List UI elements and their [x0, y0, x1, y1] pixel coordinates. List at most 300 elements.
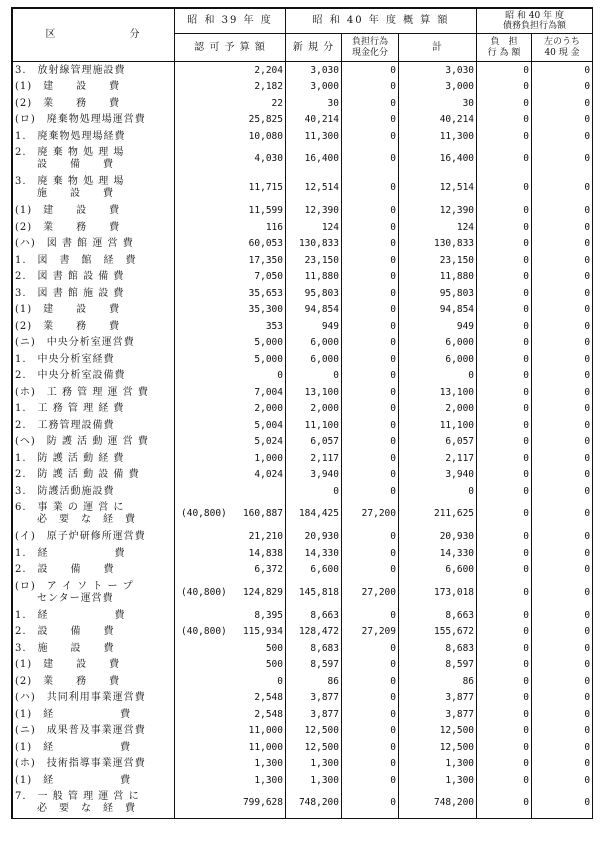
- row-label-text: 1. 中央分析室経費: [15, 353, 115, 365]
- cell-h40-new: 748,200: [286, 789, 342, 818]
- cell-h40-total: 0: [399, 483, 477, 500]
- cell-h39-value: 5,004: [254, 419, 283, 431]
- cell-burden-cash: 0: [532, 203, 593, 220]
- table-row: [13, 368, 593, 385]
- cell-h40-new: 3,000: [286, 79, 342, 96]
- cell-h40-new: 23,150: [286, 252, 342, 269]
- row-label: [13, 302, 175, 319]
- table-row: [13, 690, 593, 707]
- cell-h40-total: 8,597: [399, 657, 477, 674]
- cell-h40-total: 12,390: [399, 203, 477, 220]
- row-label-text: (ロ) ア イ ソ ト ー プ センター運営費: [15, 580, 134, 604]
- cell-h40-conversion: 0: [342, 657, 399, 674]
- row-label: [13, 368, 175, 385]
- cell-burden-cash: 0: [532, 335, 593, 352]
- cell-h39-budget: [175, 545, 286, 562]
- cell-burden-amount: 0: [477, 483, 532, 500]
- cell-h40-total: 3,877: [399, 706, 477, 723]
- table-header: [13, 9, 593, 62]
- cell-h40-new: 11,300: [286, 128, 342, 145]
- table-row: [13, 562, 593, 579]
- row-label: [13, 269, 175, 286]
- cell-h40-conversion: 0: [342, 706, 399, 723]
- cell-h39-value: 5,024: [254, 436, 283, 448]
- cell-burden-amount: 0: [477, 368, 532, 385]
- cell-h40-new: 86: [286, 673, 342, 690]
- cell-h40-total: 173,018: [399, 578, 477, 607]
- cell-burden-amount: 0: [477, 252, 532, 269]
- cell-h40-total: 3,877: [399, 690, 477, 707]
- cell-h40-new: 145,818: [286, 578, 342, 607]
- cell-h39-budget: [175, 203, 286, 220]
- row-label: [13, 252, 175, 269]
- row-label: [13, 607, 175, 624]
- cell-h40-new: 0: [286, 368, 342, 385]
- cell-burden-amount: 0: [477, 723, 532, 740]
- cell-h40-total: 95,803: [399, 285, 477, 302]
- cell-burden-cash: 0: [532, 673, 593, 690]
- cell-burden-cash: 0: [532, 624, 593, 641]
- row-label-text: 1. 図 書 館 経 費: [15, 254, 137, 266]
- row-label: [13, 219, 175, 236]
- cell-h40-total: 3,940: [399, 467, 477, 484]
- cell-h40-new: 11,880: [286, 269, 342, 286]
- budget-table: [12, 8, 593, 818]
- cell-burden-amount: 0: [477, 500, 532, 529]
- row-label: [13, 529, 175, 546]
- table-row: [13, 285, 593, 302]
- cell-h40-conversion: 0: [342, 203, 399, 220]
- cell-h39-value: 25,825: [248, 114, 283, 126]
- table-row: [13, 219, 593, 236]
- row-label-text: 2. 図 書 館 設 備 費: [15, 271, 125, 283]
- cell-h40-conversion: 0: [342, 145, 399, 174]
- row-label-text: 3. 図 書 館 施 設 費: [15, 287, 125, 299]
- cell-h40-total: 12,500: [399, 723, 477, 740]
- row-label: [13, 335, 175, 352]
- row-label-text: 2. 廃 棄 物 処 理 場 設 備 費: [15, 147, 125, 170]
- cell-h40-new: 3,940: [286, 467, 342, 484]
- cell-h40-new: 14,330: [286, 545, 342, 562]
- cell-h40-new: 94,854: [286, 302, 342, 319]
- cell-burden-amount: 0: [477, 657, 532, 674]
- cell-burden-amount: 0: [477, 607, 532, 624]
- header-category: 区 分: [13, 9, 175, 62]
- cell-h40-conversion: 0: [342, 302, 399, 319]
- cell-h39-value: 21,210: [248, 531, 283, 543]
- row-label: [13, 640, 175, 657]
- cell-burden-cash: 0: [532, 657, 593, 674]
- cell-burden-cash: 0: [532, 269, 593, 286]
- cell-h40-new: 6,000: [286, 335, 342, 352]
- cell-burden-cash: 0: [532, 384, 593, 401]
- cell-burden-amount: 0: [477, 203, 532, 220]
- cell-h39-budget: [175, 318, 286, 335]
- header-h40-total: 計: [399, 34, 477, 62]
- cell-h40-conversion: 0: [342, 545, 399, 562]
- header-h40-conversion: 負担行為 現金化分: [342, 34, 399, 62]
- cell-h39-note: (40,800): [181, 626, 227, 638]
- cell-h39-value: 1,000: [254, 452, 283, 464]
- header-burden-amount: 負 担 行 為 額: [477, 34, 532, 62]
- row-label: [13, 578, 175, 607]
- cell-h39-budget: [175, 578, 286, 607]
- cell-h39-value: 2,204: [254, 64, 283, 76]
- row-label-text: (1) 建 設 費: [15, 81, 121, 93]
- cell-h40-new: 2,117: [286, 450, 342, 467]
- table-row: [13, 789, 593, 818]
- cell-h39-budget: [175, 739, 286, 756]
- cell-h40-conversion: 27,200: [342, 578, 399, 607]
- cell-h39-value: 11,000: [248, 741, 283, 753]
- cell-burden-cash: 0: [532, 467, 593, 484]
- row-label: [13, 351, 175, 368]
- header-h40-new: 新 規 分: [286, 34, 342, 62]
- table-row: [13, 269, 593, 286]
- table-row: [13, 640, 593, 657]
- cell-burden-amount: 0: [477, 529, 532, 546]
- cell-h39-value: 11,000: [248, 725, 283, 737]
- row-label: [13, 562, 175, 579]
- cell-h40-total: 3,030: [399, 62, 477, 79]
- cell-h40-conversion: 0: [342, 723, 399, 740]
- cell-h40-total: 11,300: [399, 128, 477, 145]
- cell-h40-new: 0: [286, 483, 342, 500]
- cell-h40-total: 14,330: [399, 545, 477, 562]
- table-row: [13, 236, 593, 253]
- cell-h40-conversion: 0: [342, 128, 399, 145]
- cell-h39-value: 8,395: [254, 609, 283, 621]
- row-label-text: (ホ) 工 務 管 理 運 営 費: [15, 386, 149, 398]
- cell-h40-new: 6,000: [286, 351, 342, 368]
- cell-h39-budget: [175, 236, 286, 253]
- cell-burden-amount: 0: [477, 706, 532, 723]
- table-row: [13, 95, 593, 112]
- row-label: [13, 417, 175, 434]
- cell-h39-budget: [175, 62, 286, 79]
- cell-burden-amount: 0: [477, 302, 532, 319]
- row-label: [13, 434, 175, 451]
- cell-burden-cash: 0: [532, 174, 593, 203]
- row-label-text: 2. 防 護 活 動 設 備 費: [15, 469, 140, 481]
- cell-h40-new: 6,057: [286, 434, 342, 451]
- cell-h40-conversion: 0: [342, 401, 399, 418]
- cell-h40-new: 16,400: [286, 145, 342, 174]
- cell-h40-conversion: 0: [342, 756, 399, 773]
- cell-h39-budget: [175, 706, 286, 723]
- row-label: [13, 624, 175, 641]
- cell-burden-cash: 0: [532, 285, 593, 302]
- cell-burden-amount: 0: [477, 690, 532, 707]
- cell-h40-new: 130,833: [286, 236, 342, 253]
- cell-h40-conversion: 0: [342, 562, 399, 579]
- row-label: [13, 739, 175, 756]
- cell-burden-cash: 0: [532, 145, 593, 174]
- cell-h40-conversion: 0: [342, 174, 399, 203]
- cell-h40-conversion: 0: [342, 95, 399, 112]
- cell-h40-new: 30: [286, 95, 342, 112]
- cell-h40-new: 1,300: [286, 772, 342, 789]
- cell-h40-total: 124: [399, 219, 477, 236]
- cell-h39-value: 6,372: [254, 564, 283, 576]
- cell-h39-budget: [175, 145, 286, 174]
- cell-burden-cash: 0: [532, 401, 593, 418]
- cell-burden-amount: 0: [477, 578, 532, 607]
- cell-h39-value: 1,300: [254, 758, 283, 770]
- cell-burden-amount: 0: [477, 219, 532, 236]
- table-row: [13, 450, 593, 467]
- cell-burden-amount: 0: [477, 62, 532, 79]
- cell-h39-value: 2,000: [254, 403, 283, 415]
- cell-h39-budget: [175, 673, 286, 690]
- cell-burden-amount: 0: [477, 772, 532, 789]
- cell-h39-budget: [175, 657, 286, 674]
- cell-h39-value: 500: [265, 642, 283, 654]
- cell-h40-conversion: 0: [342, 236, 399, 253]
- cell-h40-total: 3,000: [399, 79, 477, 96]
- cell-burden-cash: 0: [532, 483, 593, 500]
- cell-h39-note: (40,800): [181, 586, 227, 598]
- cell-burden-cash: 0: [532, 368, 593, 385]
- cell-burden-amount: 0: [477, 269, 532, 286]
- cell-h40-new: 1,300: [286, 756, 342, 773]
- row-label-text: 7. 一 般 管 理 運 営 に 必 要 な 経 費: [15, 791, 140, 814]
- cell-burden-cash: 0: [532, 640, 593, 657]
- table-row: [13, 706, 593, 723]
- cell-burden-amount: 0: [477, 450, 532, 467]
- cell-h39-value: 7,004: [254, 386, 283, 398]
- cell-h40-new: 12,500: [286, 739, 342, 756]
- cell-h39-budget: [175, 95, 286, 112]
- row-label-text: 1. 廃棄物処理場経費: [15, 130, 126, 142]
- cell-burden-amount: 0: [477, 562, 532, 579]
- cell-h40-conversion: 0: [342, 318, 399, 335]
- cell-burden-amount: 0: [477, 417, 532, 434]
- cell-h40-conversion: 0: [342, 351, 399, 368]
- cell-h39-value: 1,300: [254, 774, 283, 786]
- cell-h39-value: 500: [265, 659, 283, 671]
- cell-burden-cash: 0: [532, 450, 593, 467]
- table-row: [13, 467, 593, 484]
- cell-h40-total: 20,930: [399, 529, 477, 546]
- cell-h39-budget: [175, 128, 286, 145]
- cell-burden-amount: 0: [477, 318, 532, 335]
- cell-h39-value: 14,838: [248, 547, 283, 559]
- row-label-text: (ヘ) 防 護 活 動 運 営 費: [15, 436, 149, 448]
- row-label-text: (1) 建 設 費: [15, 304, 121, 316]
- row-label-text: (2) 業 務 費: [15, 221, 121, 233]
- cell-burden-cash: 0: [532, 789, 593, 818]
- cell-h40-total: 211,625: [399, 500, 477, 529]
- row-label-text: (ハ) 共同利用事業運営費: [15, 692, 146, 704]
- row-label: [13, 285, 175, 302]
- cell-burden-amount: 0: [477, 285, 532, 302]
- cell-h40-conversion: 27,209: [342, 624, 399, 641]
- cell-h40-total: 748,200: [399, 789, 477, 818]
- row-label: [13, 772, 175, 789]
- cell-h40-new: 8,663: [286, 607, 342, 624]
- cell-h40-conversion: 0: [342, 483, 399, 500]
- cell-h40-total: 12,500: [399, 739, 477, 756]
- cell-h39-budget: [175, 401, 286, 418]
- cell-h40-total: 30: [399, 95, 477, 112]
- table-row: [13, 252, 593, 269]
- cell-burden-cash: 0: [532, 723, 593, 740]
- table-row: [13, 384, 593, 401]
- cell-burden-cash: 0: [532, 219, 593, 236]
- cell-h40-conversion: 0: [342, 384, 399, 401]
- cell-h39-budget: [175, 434, 286, 451]
- cell-h40-conversion: 0: [342, 285, 399, 302]
- cell-h40-total: 8,683: [399, 640, 477, 657]
- cell-h39-value: 160,887: [242, 508, 283, 519]
- cell-burden-cash: 0: [532, 690, 593, 707]
- row-label: [13, 789, 175, 818]
- cell-h40-new: 12,500: [286, 723, 342, 740]
- cell-burden-cash: 0: [532, 128, 593, 145]
- cell-h40-new: 184,425: [286, 500, 342, 529]
- cell-h40-conversion: 27,200: [342, 500, 399, 529]
- cell-burden-cash: 0: [532, 236, 593, 253]
- table-row: [13, 607, 593, 624]
- header-h39-bottom: 認 可 予 算 額: [175, 34, 286, 62]
- cell-burden-cash: 0: [532, 739, 593, 756]
- row-label-text: 3. 防護活動施設費: [15, 485, 115, 497]
- row-label-text: 1. 経 費: [15, 547, 126, 559]
- cell-h40-conversion: 0: [342, 607, 399, 624]
- cell-h39-value: 35,653: [248, 287, 283, 299]
- budget-table-frame: [11, 7, 593, 819]
- cell-h39-value: 115,934: [242, 626, 283, 638]
- table-row: [13, 318, 593, 335]
- cell-h39-budget: [175, 112, 286, 129]
- cell-h40-conversion: 0: [342, 335, 399, 352]
- cell-h40-total: 2,000: [399, 401, 477, 418]
- row-label: [13, 318, 175, 335]
- cell-h39-budget: [175, 483, 286, 500]
- table-row: [13, 112, 593, 129]
- cell-h39-value: 5,000: [254, 353, 283, 365]
- row-label-text: (2) 業 務 費: [15, 320, 121, 332]
- cell-burden-amount: 0: [477, 640, 532, 657]
- cell-burden-cash: 0: [532, 772, 593, 789]
- cell-h39-budget: [175, 690, 286, 707]
- table-row: [13, 723, 593, 740]
- row-label-text: (ハ) 図 書 館 運 営 費: [15, 238, 134, 250]
- cell-h39-value: 2,548: [254, 708, 283, 720]
- cell-h40-total: 130,833: [399, 236, 477, 253]
- cell-h40-conversion: 0: [342, 640, 399, 657]
- row-label: [13, 128, 175, 145]
- cell-h39-value: 60,053: [248, 238, 283, 250]
- row-label: [13, 174, 175, 203]
- cell-h40-total: 8,663: [399, 607, 477, 624]
- cell-h40-conversion: 0: [342, 112, 399, 129]
- cell-h39-value: 0: [277, 370, 283, 382]
- row-label-text: (1) 経 費: [15, 708, 132, 720]
- cell-h40-conversion: 0: [342, 690, 399, 707]
- cell-burden-cash: 0: [532, 302, 593, 319]
- cell-h39-budget: [175, 384, 286, 401]
- cell-burden-cash: 0: [532, 351, 593, 368]
- cell-burden-amount: 0: [477, 467, 532, 484]
- cell-h39-budget: [175, 756, 286, 773]
- cell-h40-total: 16,400: [399, 145, 477, 174]
- cell-h40-new: 6,600: [286, 562, 342, 579]
- cell-h39-value: 124,829: [242, 586, 283, 598]
- cell-h39-budget: [175, 351, 286, 368]
- cell-h40-new: 3,030: [286, 62, 342, 79]
- cell-burden-amount: 0: [477, 351, 532, 368]
- cell-h39-value: 5,000: [254, 337, 283, 349]
- cell-burden-amount: 0: [477, 79, 532, 96]
- row-label: [13, 467, 175, 484]
- cell-h40-new: 8,597: [286, 657, 342, 674]
- cell-burden-cash: 0: [532, 578, 593, 607]
- table-row: [13, 174, 593, 203]
- cell-h40-new: 20,930: [286, 529, 342, 546]
- cell-h39-value: 22: [271, 97, 283, 109]
- table-row: [13, 500, 593, 529]
- cell-h39-budget: [175, 219, 286, 236]
- cell-burden-cash: 0: [532, 95, 593, 112]
- cell-h39-budget: [175, 450, 286, 467]
- row-label: [13, 657, 175, 674]
- cell-h40-total: 1,300: [399, 772, 477, 789]
- cell-h40-total: 6,000: [399, 351, 477, 368]
- cell-h39-value: 35,300: [248, 304, 283, 316]
- cell-h40-new: 8,683: [286, 640, 342, 657]
- cell-h40-conversion: 0: [342, 673, 399, 690]
- cell-burden-cash: 0: [532, 62, 593, 79]
- row-label-text: (ニ) 成果普及事業運営費: [15, 725, 146, 737]
- row-label-text: 1. 経 費: [15, 609, 126, 621]
- cell-h40-total: 0: [399, 368, 477, 385]
- cell-h39-value: 0: [277, 675, 283, 687]
- row-label-text: (1) 建 設 費: [15, 659, 121, 671]
- cell-h40-total: 86: [399, 673, 477, 690]
- cell-h39-value: 11,599: [248, 205, 283, 217]
- cell-h39-budget: [175, 368, 286, 385]
- table-row: [13, 739, 593, 756]
- row-label: [13, 203, 175, 220]
- cell-h39-budget: [175, 772, 286, 789]
- row-label-text: 2. 設 備 費: [15, 626, 115, 638]
- cell-h39-budget: [175, 174, 286, 203]
- cell-burden-cash: 0: [532, 545, 593, 562]
- cell-h40-conversion: 0: [342, 467, 399, 484]
- row-label: [13, 384, 175, 401]
- row-label: [13, 690, 175, 707]
- cell-h40-conversion: 0: [342, 368, 399, 385]
- cell-burden-amount: 0: [477, 112, 532, 129]
- row-label: [13, 79, 175, 96]
- cell-h40-new: 3,877: [286, 690, 342, 707]
- row-label: [13, 500, 175, 529]
- row-label: [13, 756, 175, 773]
- cell-h40-conversion: 0: [342, 219, 399, 236]
- cell-burden-amount: 0: [477, 673, 532, 690]
- row-label-text: (1) 経 費: [15, 741, 132, 753]
- cell-h40-total: 6,000: [399, 335, 477, 352]
- row-label: [13, 483, 175, 500]
- cell-h39-budget: [175, 417, 286, 434]
- table-row: [13, 302, 593, 319]
- cell-burden-amount: 0: [477, 756, 532, 773]
- cell-h39-budget: [175, 302, 286, 319]
- cell-burden-amount: 0: [477, 174, 532, 203]
- row-label: [13, 236, 175, 253]
